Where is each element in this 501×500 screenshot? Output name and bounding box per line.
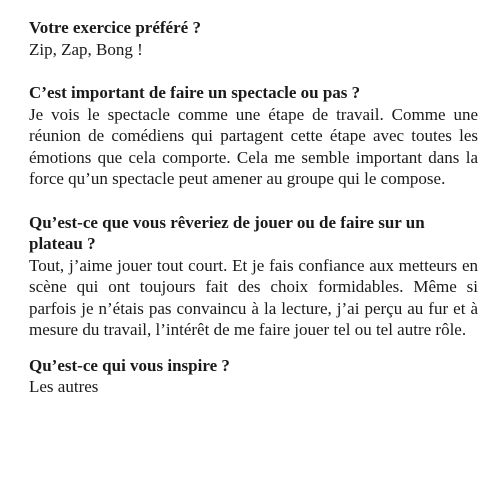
interview-page: [29, 17, 478, 398]
qa-block-dream-role: [29, 212, 478, 341]
question-heading: Qu’est-ce qui vous inspire ?: [29, 355, 230, 375]
answer-text: Zip, Zap, Bong !: [29, 39, 143, 59]
qa-block-show-importance: [29, 82, 478, 190]
answer-text: Tout, j’aime jouer tout court. Et je fais confiance aux metteurs en scène qui ont toujours fait des choix formidables. Même si parfois je n’étais pas convaincu à la lecture, j’ai perçu au fur et à mesure du travail, l’intérêt de me faire jouer tel ou tel autre rôle.: [29, 255, 478, 339]
answer-text: Les autres: [29, 377, 99, 396]
qa-block-inspiration: [29, 355, 478, 398]
qa-block-favorite-exercise: [29, 17, 478, 60]
answer-text: Je vois le spectacle comme une étape de travail. Comme une réunion de comédiens qui partagent cette étape avec toutes les émotions que cela comporte. Cela me semble important dans la force qu’un spectacle peut amener au groupe qui le compose.: [29, 104, 478, 188]
question-heading: Qu’est-ce que vous rêveriez de jouer ou de faire sur un plateau ?: [29, 212, 425, 253]
question-heading: C’est important de faire un spectacle ou pas ?: [29, 83, 361, 102]
question-heading: Votre exercice préféré ?: [29, 18, 201, 37]
